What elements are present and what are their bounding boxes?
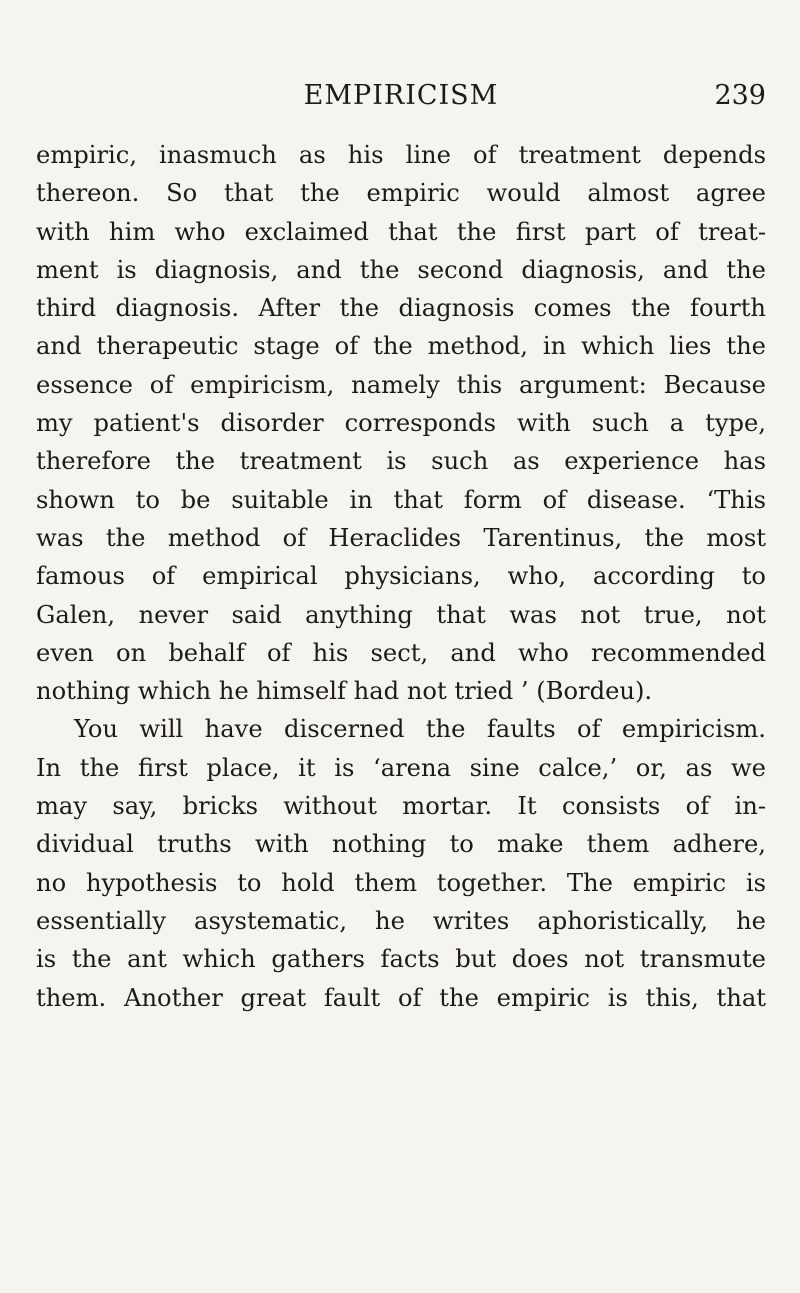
text-line: empiric, inasmuch as his line of treatment depends bbox=[36, 141, 766, 169]
text-line: essence of empiricism, namely this argument: Because bbox=[36, 370, 766, 399]
page-number: 239 bbox=[714, 80, 766, 111]
text-line: famous of empirical physicians, who, according to bbox=[36, 562, 766, 591]
text-line: Galen, never said anything that was not true, not bbox=[36, 600, 766, 629]
text-line: dividual truths with nothing to make them adhere, bbox=[36, 830, 766, 859]
text-line: and therapeutic stage of the method, in which lies the bbox=[36, 332, 766, 361]
text-line: even on behalf of his sect, and who recommended bbox=[36, 638, 766, 667]
text-line: thereon. So that the empiric would almost agree bbox=[36, 179, 766, 208]
body-text bbox=[36, 136, 766, 1017]
text-line: You will have discerned the faults of empiricism. bbox=[74, 715, 766, 744]
text-line: shown to be suitable in that form of disease. ‘This bbox=[36, 485, 766, 514]
text-line: essentially asystematic, he writes aphoristically, he bbox=[36, 906, 766, 935]
running-head bbox=[36, 76, 766, 116]
text-line: ment is diagnosis, and the second diagnosis, and the bbox=[36, 255, 766, 284]
text-line: my patient's disorder corresponds with such a type, bbox=[36, 409, 766, 438]
text-line: is the ant which gathers facts but does not transmute bbox=[36, 945, 766, 974]
text-line: no hypothesis to hold them together. The empiric is bbox=[36, 868, 766, 897]
running-title: EMPIRICISM bbox=[303, 80, 499, 111]
text-line: was the method of Heraclides Tarentinus, the most bbox=[36, 523, 766, 552]
text-line: In the first place, it is ‘arena sine calce,’ or, as we bbox=[36, 753, 766, 782]
text-line: with him who exclaimed that the first part of treat- bbox=[36, 217, 766, 246]
text-line: therefore the treatment is such as experience has bbox=[36, 447, 766, 476]
text-line: may say, bricks without mortar. It consists of in- bbox=[36, 792, 766, 821]
text-line: third diagnosis. After the diagnosis comes the fourth bbox=[36, 294, 766, 323]
text-line: nothing which he himself had not tried ’ (Bordeu). bbox=[36, 677, 653, 706]
text-line: them. Another great fault of the empiric is this, that bbox=[36, 983, 766, 1012]
